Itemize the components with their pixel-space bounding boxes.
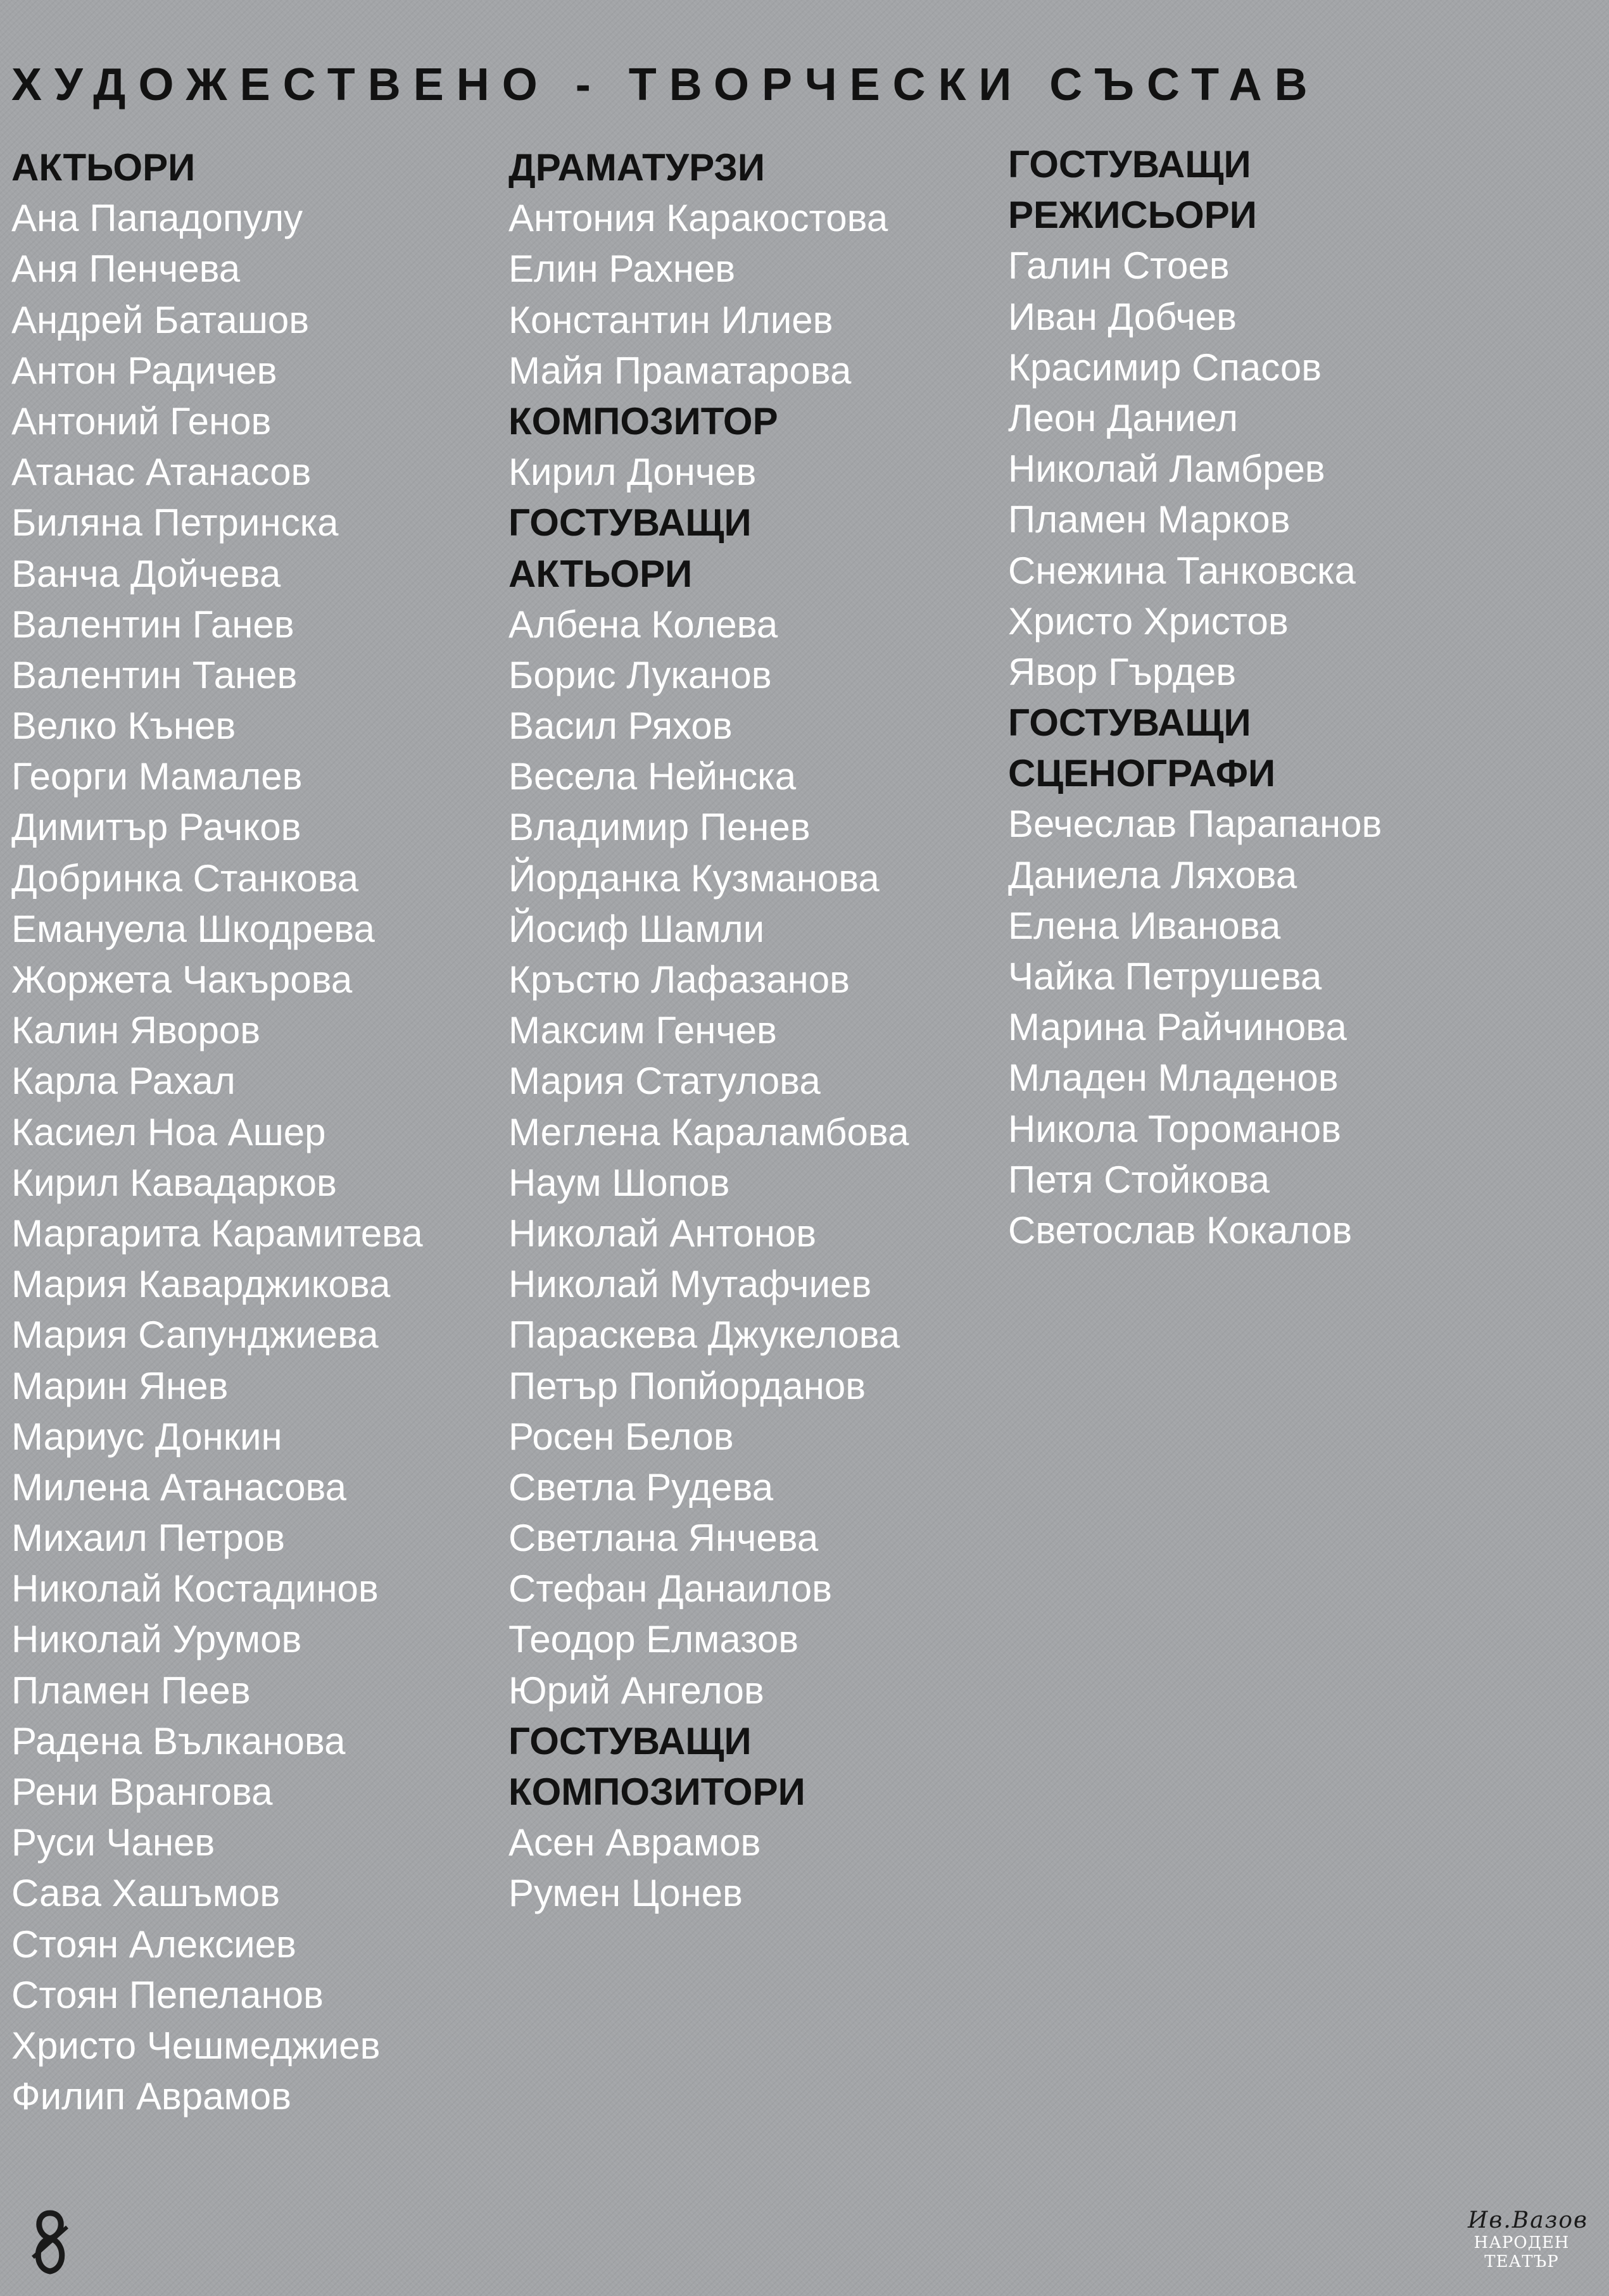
person-name: Маргарита Карамитева (11, 1212, 423, 1255)
person-name: Николай Ламбрев (1008, 448, 1325, 491)
section-heading: ГОСТУВАЩИ (1008, 701, 1251, 744)
person-name: Майя Праматарова (508, 349, 852, 392)
person-name: Румен Цонев (508, 1872, 743, 1915)
person-name: Христо Чешмеджиев (11, 2024, 381, 2067)
person-name: Добринка Станкова (11, 856, 359, 900)
person-name: Николай Мутафчиев (508, 1263, 872, 1306)
person-name: Касиел Ноа Ашер (11, 1110, 326, 1153)
person-name: Мариус Донкин (11, 1415, 282, 1458)
section-heading: АКТЬОРИ (508, 552, 693, 595)
section-heading: РЕЖИСЬОРИ (1008, 194, 1257, 237)
person-name: Стоян Пепеланов (11, 1973, 324, 2016)
person-name: Емануела Шкодрева (11, 907, 375, 950)
person-name: Галин Стоев (1008, 244, 1230, 287)
column-guest-directors-designers (1008, 139, 1382, 1256)
person-name: Николай Урумов (11, 1618, 302, 1661)
person-name: Михаил Петров (11, 1517, 285, 1560)
person-name: Ана Пападопулу (11, 197, 303, 240)
section-heading: ДРАМАТУРЗИ (508, 146, 766, 189)
person-name: Антон Радичев (11, 349, 277, 392)
person-name: Вечеслав Парапанов (1008, 803, 1382, 846)
person-name: Антония Каракостова (508, 197, 888, 240)
person-name: Кирил Кавадарков (11, 1161, 337, 1204)
person-name: Пламен Пеев (11, 1669, 251, 1712)
person-name: Росен Белов (508, 1415, 734, 1458)
person-name: Карла Рахал (11, 1060, 236, 1103)
person-name: Елин Рахнев (508, 248, 736, 291)
person-name: Кръстю Лафазанов (508, 958, 850, 1001)
person-name: Константин Илиев (508, 298, 833, 341)
person-name: Сава Хашъмов (11, 1872, 281, 1915)
person-name: Николай Костадинов (11, 1567, 379, 1610)
person-name: Светослав Кокалов (1008, 1208, 1353, 1252)
column-actors (11, 142, 423, 2122)
person-name: Аня Пенчева (11, 248, 241, 291)
person-name: Милена Атанасова (11, 1465, 347, 1509)
person-name: Филип Аврамов (11, 2075, 291, 2118)
person-name: Теодор Елмазов (508, 1618, 799, 1661)
logo-line-1: НАРОДЕН (1473, 2233, 1570, 2252)
person-name: Даниела Ляхова (1008, 853, 1297, 896)
person-name: Марина Райчинова (1008, 1006, 1347, 1049)
person-name: Атанас Атанасов (11, 451, 312, 494)
person-name: Васил Ряхов (508, 705, 733, 748)
section-heading: КОМПОЗИТОРИ (508, 1771, 805, 1813)
person-name: Юрий Ангелов (508, 1669, 764, 1712)
person-name: Андрей Баташов (11, 298, 310, 341)
person-name: Стефан Данаилов (508, 1567, 832, 1610)
section-heading: КОМПОЗИТОР (508, 399, 778, 442)
logo-line-2: ТЕАТЪР (1484, 2252, 1559, 2271)
person-name: Христо Христов (1008, 599, 1289, 643)
person-name: Калин Яворов (11, 1009, 261, 1052)
person-name: Параскева Джукелова (508, 1314, 900, 1357)
person-name: Максим Генчев (508, 1009, 777, 1052)
section-heading: АКТЬОРИ (11, 146, 196, 189)
person-name: Руси Чанев (11, 1821, 215, 1864)
section-heading: СЦЕНОГРАФИ (1008, 752, 1276, 795)
person-name: Явор Гърдев (1008, 650, 1237, 693)
person-name: Йорданка Кузманова (508, 856, 880, 900)
person-name: Йосиф Шамли (508, 907, 765, 950)
person-name: Албена Колева (508, 603, 778, 646)
person-name: Ванча Дойчева (11, 552, 281, 595)
person-name: Пламен Марков (1008, 498, 1290, 541)
person-name: Никола Тороманов (1008, 1107, 1341, 1150)
person-name: Велко Кънев (11, 705, 236, 748)
person-name: Мария Статулова (508, 1060, 821, 1103)
person-name: Петя Стойкова (1008, 1158, 1270, 1201)
person-name: Красимир Спасов (1008, 346, 1322, 389)
section-heading: ГОСТУВАЩИ (508, 1719, 752, 1762)
person-name: Рени Врангова (11, 1771, 273, 1813)
person-name: Жоржета Чакърова (11, 958, 353, 1001)
person-name: Николай Антонов (508, 1212, 817, 1255)
person-name: Елена Иванова (1008, 904, 1281, 947)
person-name: Борис Луканов (508, 653, 772, 696)
person-name: Георги Мамалев (11, 755, 303, 798)
person-name: Меглена Караламбова (508, 1110, 909, 1153)
person-name: Младен Младенов (1008, 1057, 1339, 1100)
person-name: Мария Каварджикова (11, 1263, 391, 1306)
person-name: Антоний Генов (11, 399, 272, 442)
logo-signature: Ив.Вазов (1468, 2207, 1588, 2233)
person-name: Стоян Алексиев (11, 1923, 296, 1966)
person-name: Владимир Пенев (508, 806, 811, 849)
person-name: Биляна Петринска (11, 501, 339, 544)
person-name: Снежина Танковска (1008, 549, 1356, 592)
page-title: ХУДОЖЕСТВЕНО - ТВОРЧЕСКИ СЪСТАВ (11, 60, 1320, 110)
person-name: Светлана Янчева (508, 1517, 819, 1560)
person-name: Радена Вълканова (11, 1719, 346, 1762)
person-name: Валентин Танев (11, 653, 298, 696)
national-theatre-logo (1468, 2207, 1588, 2284)
person-name: Димитър Рачков (11, 806, 301, 849)
section-heading: ГОСТУВАЩИ (1008, 143, 1251, 185)
person-name: Наум Шопов (508, 1161, 730, 1204)
column-dramaturgs-composers-guest-actors (508, 142, 909, 1919)
person-name: Чайка Петрушева (1008, 955, 1322, 998)
person-name: Леон Даниел (1008, 396, 1238, 439)
person-name: Мария Сапунджиева (11, 1314, 379, 1357)
section-heading: ГОСТУВАЩИ (508, 501, 752, 544)
person-name: Марин Янев (11, 1364, 229, 1407)
person-name: Петър Попйорданов (508, 1364, 866, 1407)
person-name: Иван Добчев (1008, 295, 1237, 338)
person-name: Кирил Дончев (508, 451, 757, 494)
person-name: Асен Аврамов (508, 1821, 761, 1864)
person-name: Весела Нейнска (508, 755, 797, 798)
page-number-8-mark (27, 2208, 73, 2278)
person-name: Валентин Ганев (11, 603, 294, 646)
person-name: Светла Рудева (508, 1465, 774, 1509)
